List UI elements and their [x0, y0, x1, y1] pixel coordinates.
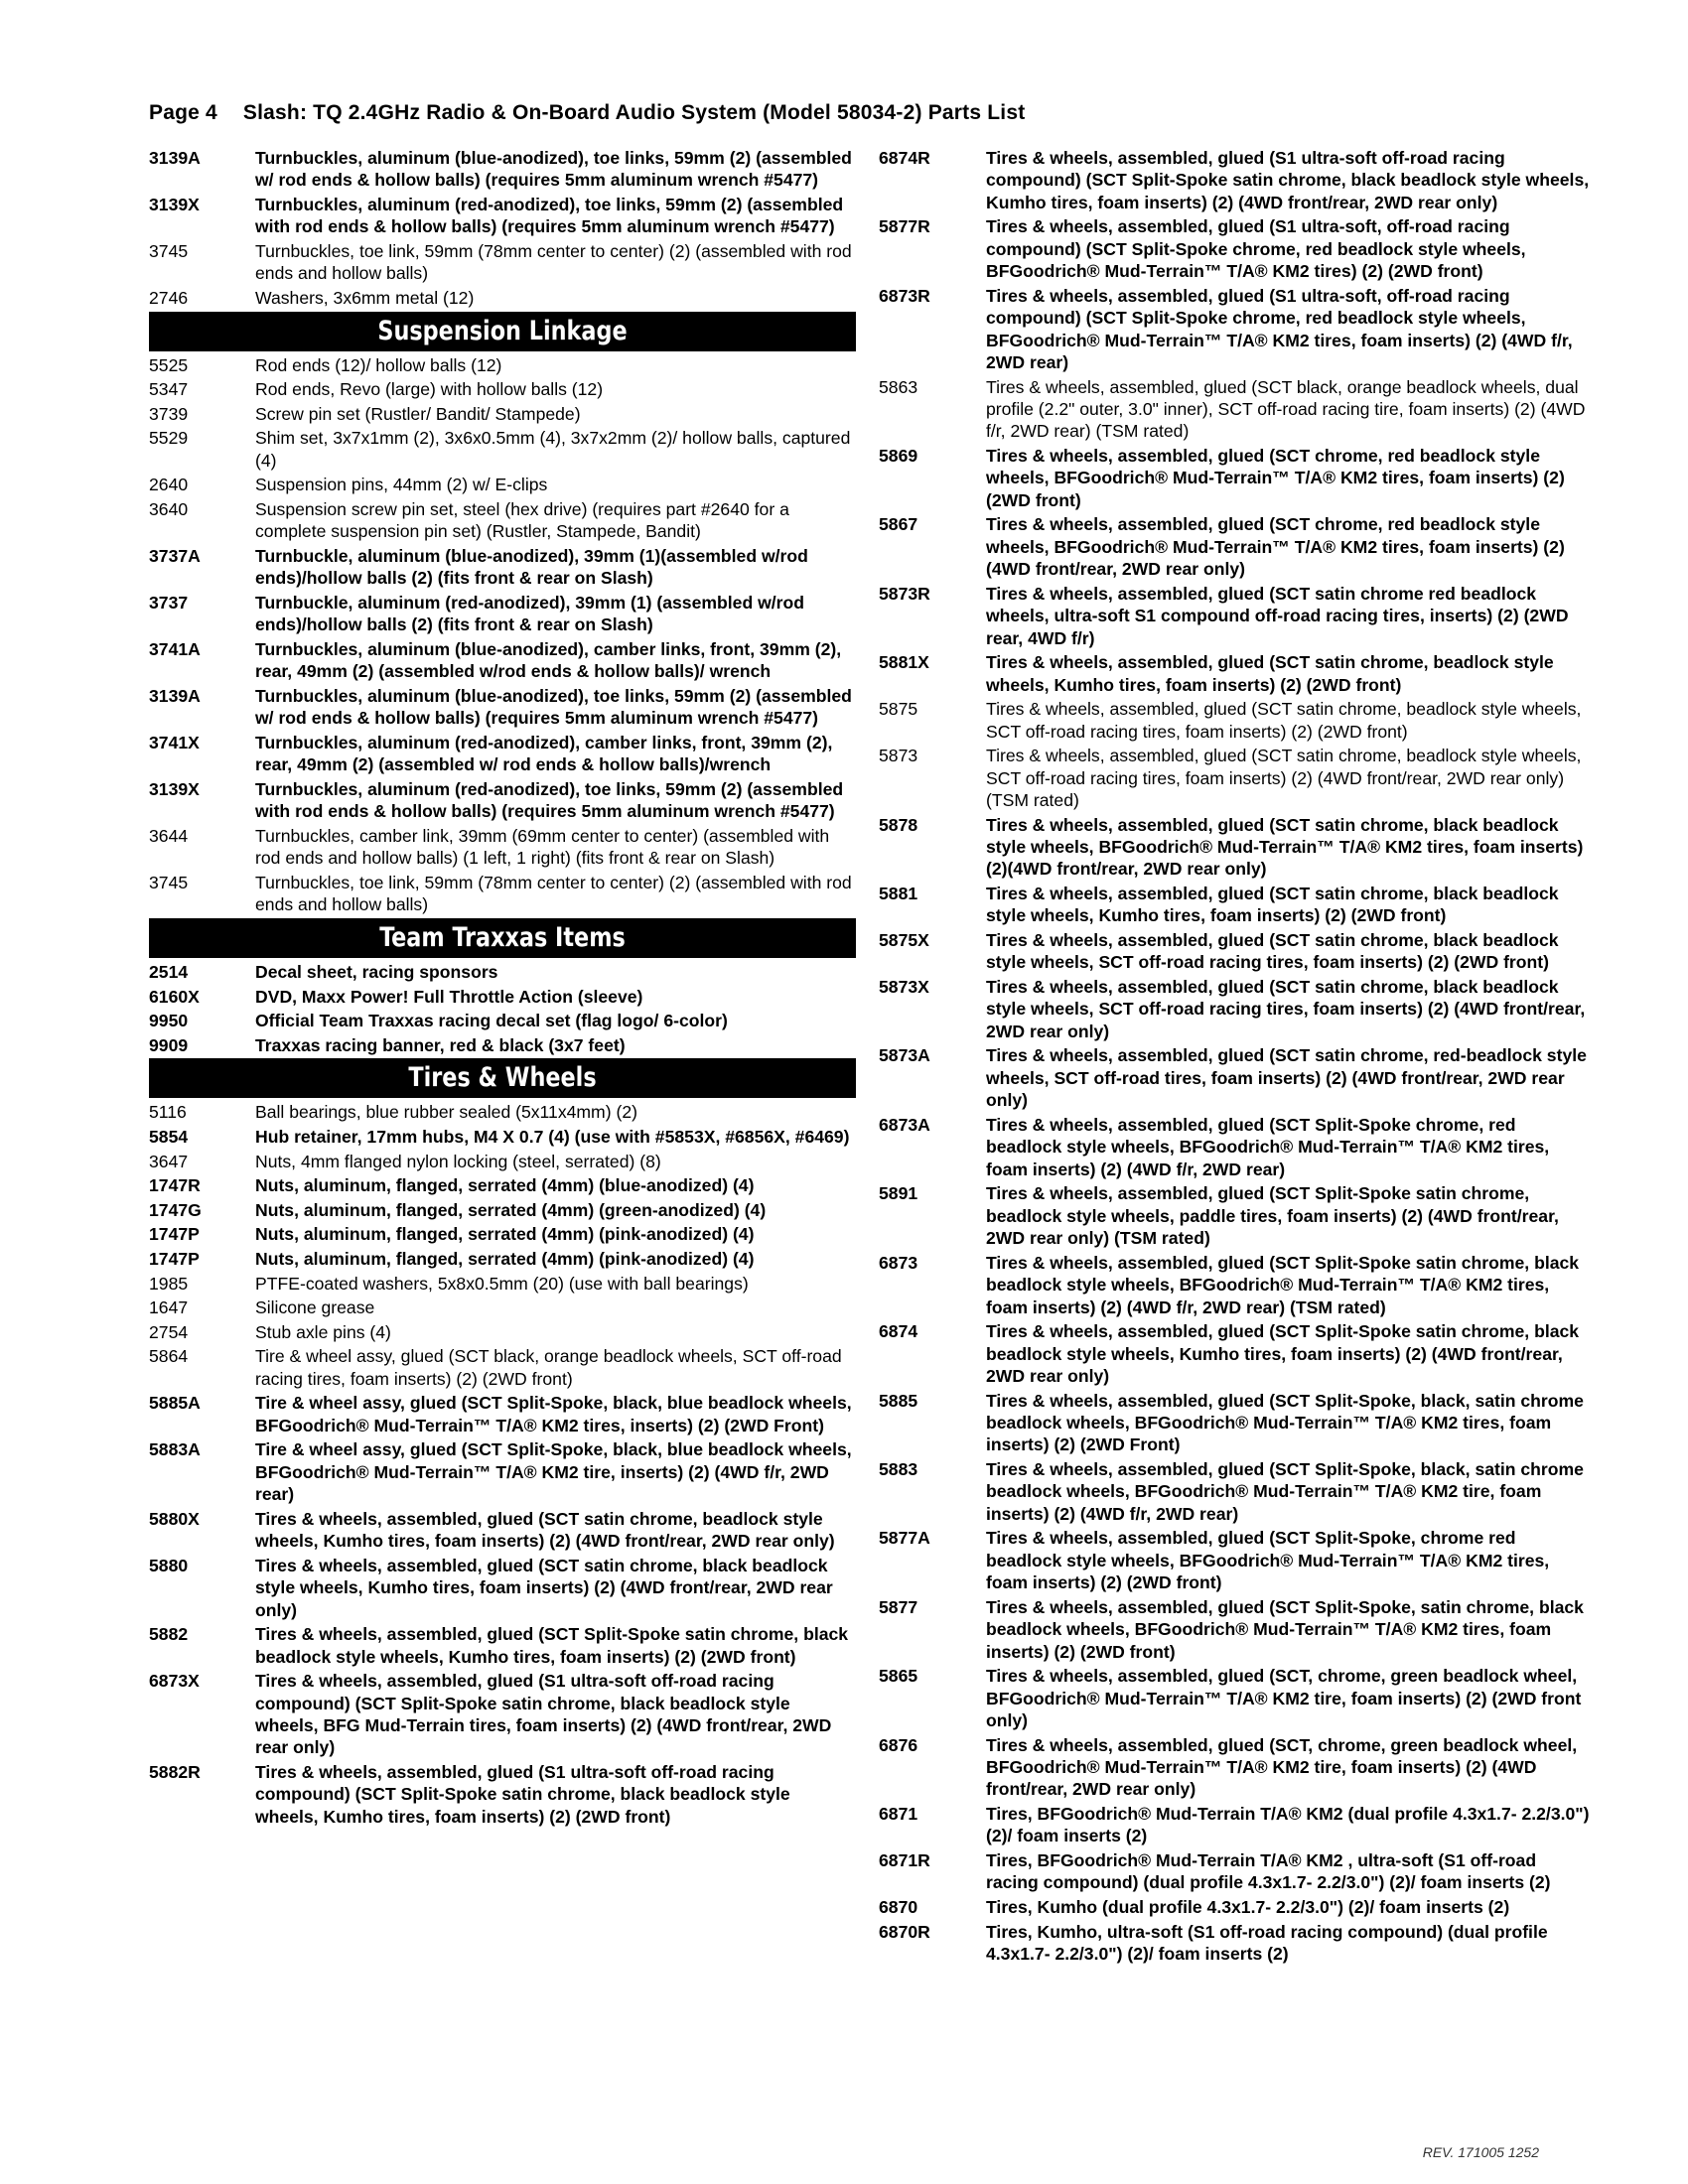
part-row: [149, 592, 856, 636]
part-row: [149, 1555, 856, 1621]
part-row: [879, 1320, 1592, 1387]
section-header: [149, 918, 856, 958]
part-description: Tire & wheel assy, glued (SCT Split-Spoke, black, blue beadlock wheels, BFGoodrich® Mud-Terrain™ T/A® KM2 tire, inserts) (2) (4WD f/r, 2WD rear): [255, 1439, 852, 1505]
part-description: Tires & wheels, assembled, glued (SCT satin chrome, beadlock style wheels, Kumho tires, foam inserts) (2) (2WD front): [986, 652, 1554, 695]
part-number: 5863: [879, 376, 918, 397]
part-description: Tire & wheel assy, glued (SCT Split-Spoke, black, blue beadlock wheels, BFGoodrich® Mud-Terrain™ T/A® KM2 tires, inserts) (2) (2WD Front): [255, 1393, 852, 1435]
section-header: [149, 1058, 856, 1098]
part-number: 2746: [149, 288, 189, 308]
part-description: Turnbuckles, camber link, 39mm (69mm center to center) (assembled with rod ends and hollow balls) (1 left, 1 right) (fits front & rear on Slash): [255, 825, 830, 869]
parts-column-left: [149, 147, 856, 1830]
part-description: Tires & wheels, assembled, glued (SCT satin chrome, black beadlock style wheels, BFGoodrich® Mud-Terrain™ T/A® KM2 tires, foam inserts) (2)(4WD front/rear, 2WD rear only): [986, 814, 1584, 880]
part-row: [149, 1321, 856, 1343]
part-description: Turnbuckles, aluminum (red-anodized), toe links, 59mm (2) (assembled with rod ends & hollow balls) (requires 5mm aluminum wrench #5477): [255, 195, 844, 237]
part-description: Tires, BFGoodrich® Mud-Terrain T/A® KM2 , ultra-soft (S1 off-road racing compound) (dual profile 4.3x1.7- 2.2/3.0") (2)/ foam inserts (2): [986, 1849, 1551, 1893]
part-number: 3739: [149, 403, 189, 424]
part-description: Tires & wheels, assembled, glued (SCT, chrome, green beadlock wheel, BFGoodrich® Mud-Terrain™ T/A® KM2 tire, foam inserts) (2) (4WD front/rear, 2WD rear only): [986, 1734, 1578, 1800]
part-number: 6870R: [879, 1921, 930, 1942]
part-row: [149, 732, 856, 776]
part-number: 1985: [149, 1273, 189, 1294]
part-description: Turnbuckle, aluminum (red-anodized), 39mm (1) (assembled w/rod ends)/hollow balls (2) (fits front & rear on Slash): [255, 592, 804, 635]
part-row: [149, 545, 856, 590]
part-description: Silicone grease: [255, 1297, 375, 1318]
part-description: Tires & wheels, assembled, glued (SCT, chrome, green beadlock wheel, BFGoodrich® Mud-Terrain™ T/A® KM2 tire, foam inserts) (2) (2WD front only): [986, 1666, 1582, 1730]
part-number: 3139X: [149, 195, 200, 214]
part-row: [149, 1438, 856, 1505]
part-row: [149, 1034, 856, 1056]
part-number: 5873X: [879, 977, 929, 998]
part-row: [879, 1921, 1592, 1966]
part-number: 3139A: [149, 148, 201, 168]
part-description: Suspension screw pin set, steel (hex drive) (requires part #2640 for a complete suspension pin set) (Rustler, Stampede, Bandit): [255, 498, 789, 542]
part-number: 5880X: [149, 1508, 200, 1529]
part-description: Tires & wheels, assembled, glued (SCT satin chrome, red-beadlock style wheels, SCT off-road tires, foam inserts) (2) (4WD front/rear, 2WD rear only): [986, 1045, 1587, 1111]
section-title: Team Traxxas Items: [177, 918, 827, 958]
part-description: Nuts, 4mm flanged nylon locking (steel, serrated) (8): [255, 1151, 661, 1171]
part-row: [149, 1623, 856, 1668]
part-description: Tires & wheels, assembled, glued (SCT black, orange beadlock wheels, dual profile (2.2" outer, 3.0" inner), SCT off-road racing tire, foam inserts) (2) (4WD f/r, 2WD rear) (TSM rated): [986, 376, 1586, 442]
part-row: [879, 1458, 1592, 1525]
part-description: Tires & wheels, assembled, glued (SCT satin chrome, black beadlock style wheels, SCT off-road racing tires, foam inserts) (2) (4WD front/rear, 2WD rear only): [986, 977, 1586, 1041]
part-description: Decal sheet, racing sponsors: [255, 961, 498, 982]
part-row: [879, 814, 1592, 881]
part-number: 1747P: [149, 1224, 200, 1245]
part-description: Tires & wheels, assembled, glued (SCT Split-Spoke, satin chrome, black beadlock wheels, BFGoodrich® Mud-Terrain™ T/A® KM2 tires, foam inserts) (2) (2WD front): [986, 1596, 1584, 1662]
part-description: Tires & wheels, assembled, glued (SCT chrome, red beadlock style wheels, BFGoodrich® Mud-Terrain™ T/A® KM2 tires, foam inserts) (2)(4WD front/rear, 2WD rear only): [986, 514, 1565, 580]
part-number: 6876: [879, 1734, 918, 1755]
part-number: 2754: [149, 1321, 189, 1342]
section-header: [149, 312, 856, 351]
part-number: 6874R: [879, 148, 930, 168]
part-description: Rod ends, Revo (large) with hollow balls (12): [255, 379, 604, 400]
part-row: [149, 1101, 856, 1123]
part-row: [879, 929, 1592, 974]
part-number: 5873R: [879, 583, 930, 604]
part-description: Tires & wheels, assembled, glued (SCT Split-Spoke satin chrome, black beadlock style wheels, BFGoodrich® Mud-Terrain™ T/A® KM2 tires, foam inserts) (2) (4WD f/r, 2WD rear) (TSM rated): [986, 1252, 1580, 1317]
part-number: 2514: [149, 961, 189, 982]
part-row: [879, 1803, 1592, 1847]
part-row: [879, 1665, 1592, 1731]
part-number: 5880: [149, 1555, 189, 1575]
part-row: [879, 1182, 1592, 1249]
part-number: 5877A: [879, 1528, 930, 1549]
part-number: 5883A: [149, 1439, 201, 1460]
part-description: Suspension pins, 44mm (2) w/ E-clips: [255, 475, 548, 495]
part-description: Hub retainer, 17mm hubs, M4 X 0.7 (4) (use with #5853X, #6856X, #6469): [255, 1126, 850, 1147]
part-number: 1747G: [149, 1199, 202, 1220]
part-row: [879, 1896, 1592, 1918]
part-row: [149, 1174, 856, 1196]
part-number: 6873: [879, 1252, 918, 1273]
part-number: 5877R: [879, 216, 930, 237]
part-number: 5867: [879, 514, 918, 535]
part-number: 5881: [879, 884, 918, 904]
part-description: Tires, Kumho, ultra-soft (S1 off-road racing compound) (dual profile 4.3x1.7- 2.2/3.0") (2)/ foam inserts (2): [986, 1921, 1548, 1964]
part-description: Tires & wheels, assembled, glued (SCT satin chrome, black beadlock style wheels, SCT off-road racing tires, foam inserts) (2) (2WD front): [986, 930, 1559, 973]
part-row: [149, 147, 856, 192]
part-row: [879, 1044, 1592, 1111]
part-description: Nuts, aluminum, flanged, serrated (4mm) (blue-anodized) (4): [255, 1175, 755, 1196]
part-row: [149, 1248, 856, 1270]
part-description: Nuts, aluminum, flanged, serrated (4mm) (green-anodized) (4): [255, 1199, 767, 1220]
part-row: [879, 883, 1592, 927]
part-row: [879, 976, 1592, 1042]
part-row: [149, 1392, 856, 1436]
part-row: [879, 1596, 1592, 1663]
page-title: Slash: TQ 2.4GHz Radio & On-Board Audio System (Model 58034-2) Parts List: [242, 101, 1026, 124]
part-number: 5529: [149, 428, 189, 449]
part-description: DVD, Maxx Power! Full Throttle Action (sleeve): [255, 986, 643, 1007]
part-row: [149, 1345, 856, 1390]
part-number: 5525: [149, 354, 189, 375]
part-description: Ball bearings, blue rubber sealed (5x11x4mm) (2): [255, 1102, 637, 1123]
part-description: Turnbuckles, aluminum (blue-anodized), toe links, 59mm (2) (assembled w/ rod ends & hollow balls) (requires 5mm aluminum wrench #5477): [255, 685, 852, 729]
section-title: Tires & Wheels: [177, 1058, 827, 1098]
part-description: Tires & wheels, assembled, glued (SCT satin chrome, beadlock style wheels, SCT off-road racing tires, foam inserts) (2) (2WD front): [986, 699, 1582, 742]
part-number: 3647: [149, 1151, 189, 1171]
part-row: [879, 147, 1592, 213]
page-header: [149, 101, 1051, 125]
part-description: Official Team Traxxas racing decal set (flag logo/ 6-color): [255, 1011, 728, 1031]
part-number: 6873X: [149, 1671, 200, 1692]
part-number: 6873R: [879, 285, 930, 306]
revision-label: REV. 171005 1252: [1422, 2144, 1539, 2160]
part-description: Tires & wheels, assembled, glued (SCT satin chrome, beadlock style wheels, SCT off-road racing tires, foam inserts) (2) (4WD front/rear, 2WD rear only) (TSM rated): [986, 746, 1582, 811]
part-row: [149, 1761, 856, 1828]
part-description: Stub axle pins (4): [255, 1321, 391, 1342]
part-description: Tires, BFGoodrich® Mud-Terrain T/A® KM2 (dual profile 4.3x1.7- 2.2/3.0") (2)/ foam inserts (2): [986, 1803, 1590, 1846]
parts-column-right: [879, 147, 1592, 1968]
part-row: [879, 698, 1592, 743]
part-number: 5875: [879, 699, 918, 720]
part-description: Nuts, aluminum, flanged, serrated (4mm) (pink-anodized) (4): [255, 1224, 755, 1245]
part-number: 5881X: [879, 652, 929, 673]
part-description: Traxxas racing banner, red & black (3x7 feet): [255, 1034, 626, 1055]
part-row: [149, 986, 856, 1008]
part-row: [149, 1508, 856, 1553]
part-number: 5865: [879, 1666, 918, 1687]
part-number: 3745: [149, 241, 189, 261]
part-row: [149, 498, 856, 543]
part-description: Tires, Kumho (dual profile 4.3x1.7- 2.2/3.0") (2)/ foam inserts (2): [986, 1896, 1510, 1917]
part-number: 5891: [879, 1183, 918, 1204]
part-row: [149, 961, 856, 983]
part-number: 5873: [879, 746, 918, 766]
part-row: [879, 583, 1592, 649]
part-row: [879, 445, 1592, 511]
part-row: [149, 1273, 856, 1295]
part-row: [149, 778, 856, 823]
part-number: 6874: [879, 1321, 918, 1342]
part-number: 5882: [149, 1624, 189, 1645]
part-row: [149, 1010, 856, 1031]
part-number: 5116: [149, 1102, 187, 1123]
part-description: Tires & wheels, assembled, glued (S1 ultra-soft off-road racing compound) (SCT Split-Spoke satin chrome, black beadlock style wheels, Kumho tires, foam inserts) (2) (2WD front): [255, 1761, 790, 1827]
part-row: [149, 1297, 856, 1318]
part-row: [149, 403, 856, 425]
part-number: 5873A: [879, 1045, 930, 1066]
part-number: 5885: [879, 1390, 918, 1411]
part-description: Shim set, 3x7x1mm (2), 3x6x0.5mm (4), 3x7x2mm (2)/ hollow balls, captured (4): [255, 428, 851, 471]
part-description: Tires & wheels, assembled, glued (SCT Split-Spoke, chrome red beadlock style wheels, BFGoodrich® Mud-Terrain™ T/A® KM2 tires, foam inserts) (2) (2WD front): [986, 1528, 1550, 1593]
part-description: Tires & wheels, assembled, glued (SCT satin chrome, beadlock style wheels, Kumho tires, foam inserts) (2) (4WD front/rear, 2WD rear only): [255, 1508, 835, 1552]
part-number: 3737: [149, 592, 189, 613]
part-number: 5883: [879, 1458, 918, 1479]
part-row: [149, 378, 856, 400]
part-row: [879, 376, 1592, 443]
part-description: Turnbuckles, aluminum (blue-anodized), camber links, front, 39mm (2), rear, 49mm (2) (assembled w/rod ends & hollow balls)/ wrench: [255, 638, 842, 682]
part-description: Screw pin set (Rustler/ Bandit/ Stampede): [255, 403, 581, 424]
part-description: Turnbuckles, toe link, 59mm (78mm center to center) (2) (assembled with rod ends and hollow balls): [255, 872, 852, 915]
part-row: [149, 194, 856, 238]
part-row: [149, 825, 856, 870]
part-row: [149, 474, 856, 495]
part-row: [879, 1734, 1592, 1801]
part-description: Washers, 3x6mm metal (12): [255, 288, 475, 308]
part-description: Tires & wheels, assembled, glued (S1 ultra-soft off-road racing compound) (SCT Split-Spoke satin chrome, black beadlock style wheels, Kumho tires, foam inserts) (2) (4WD front/rear, 2WD rear only): [986, 148, 1590, 212]
part-number: 6160X: [149, 986, 200, 1007]
part-row: [149, 427, 856, 472]
part-row: [879, 651, 1592, 696]
part-number: 1647: [149, 1297, 189, 1318]
page-number: Page 4: [149, 101, 217, 124]
part-number: 5882R: [149, 1761, 201, 1782]
part-row: [149, 1151, 856, 1172]
part-number: 9950: [149, 1011, 189, 1031]
part-description: Tires & wheels, assembled, glued (SCT satin chrome, black beadlock style wheels, Kumho tires, foam inserts) (2) (2WD front): [986, 884, 1559, 926]
part-description: Tires & wheels, assembled, glued (S1 ultra-soft off-road racing compound) (SCT Split-Spoke satin chrome, black beadlock style wheels, BFG Mud-Terrain tires, foam inserts) (2) (4WD front/rear, 2WD rear only): [255, 1671, 832, 1758]
part-row: [149, 354, 856, 376]
part-row: [879, 1390, 1592, 1456]
part-number: 5875X: [879, 930, 929, 951]
part-row: [149, 1670, 856, 1759]
part-row: [149, 287, 856, 309]
part-number: 3139A: [149, 685, 201, 706]
part-number: 6870: [879, 1896, 918, 1917]
part-number: 3741X: [149, 732, 200, 752]
part-number: 6873A: [879, 1114, 930, 1135]
part-description: Tires & wheels, assembled, glued (S1 ultra-soft, off-road racing compound) (SCT Split-Spoke chrome, red beadlock style wheels, BFGoodrich® Mud-Terrain™ T/A® KM2 tires, foam inserts) (2) (4WD f/r, 2WD rear): [986, 285, 1573, 373]
part-row: [879, 1527, 1592, 1593]
part-number: 6871: [879, 1803, 918, 1824]
part-description: Turnbuckle, aluminum (blue-anodized), 39mm (1)(assembled w/rod ends)/hollow balls (2) (fits front & rear on Slash): [255, 545, 808, 589]
part-row: [149, 240, 856, 285]
part-description: Turnbuckles, toe link, 59mm (78mm center to center) (2) (assembled with rod ends and hollow balls): [255, 241, 852, 284]
part-number: 3737A: [149, 545, 201, 566]
part-row: [879, 513, 1592, 580]
part-number: 5347: [149, 379, 189, 400]
part-row: [149, 638, 856, 683]
part-row: [149, 1223, 856, 1245]
part-description: Rod ends (12)/ hollow balls (12): [255, 354, 502, 375]
part-number: 1747P: [149, 1248, 200, 1269]
part-number: 3741A: [149, 638, 201, 659]
part-number: 6871R: [879, 1849, 930, 1870]
part-description: Tires & wheels, assembled, glued (SCT Split-Spoke chrome, red beadlock style wheels, BFGoodrich® Mud-Terrain™ T/A® KM2 tires, foam inserts) (2) (4WD f/r, 2WD rear): [986, 1114, 1550, 1179]
part-row: [149, 685, 856, 730]
part-number: 5878: [879, 814, 918, 835]
part-number: 5869: [879, 446, 918, 467]
part-number: 5885A: [149, 1393, 201, 1414]
part-number: 3644: [149, 825, 189, 846]
part-description: Turnbuckles, aluminum (red-anodized), camber links, front, 39mm (2), rear, 49mm (2) (assembled w/ rod ends & hollow balls)/wrench: [255, 732, 833, 775]
part-row: [879, 215, 1592, 282]
part-number: 3745: [149, 872, 189, 892]
part-description: Nuts, aluminum, flanged, serrated (4mm) (pink-anodized) (4): [255, 1248, 755, 1269]
part-number: 3640: [149, 498, 189, 519]
part-description: Tires & wheels, assembled, glued (S1 ultra-soft, off-road racing compound) (SCT Split-Spoke chrome, red beadlock style wheels, BFGoodrich® Mud-Terrain™ T/A® KM2 tires) (2) (2WD front): [986, 216, 1526, 282]
part-description: Turnbuckles, aluminum (red-anodized), toe links, 59mm (2) (assembled with rod ends & hollow balls) (requires 5mm aluminum wrench #5477): [255, 778, 844, 822]
part-row: [879, 1252, 1592, 1318]
part-number: 2640: [149, 475, 189, 495]
part-description: Tires & wheels, assembled, glued (SCT Split-Spoke satin chrome, black beadlock style wheels, Kumho tires, foam inserts) (2) (4WD front/rear, 2WD rear only): [986, 1321, 1580, 1386]
part-number: 5854: [149, 1126, 189, 1147]
part-description: Tires & wheels, assembled, glued (SCT chrome, red beadlock style wheels, BFGoodrich® Mud-Terrain™ T/A® KM2 tires, foam inserts) (2) (2WD front): [986, 446, 1565, 510]
part-row: [879, 1114, 1592, 1180]
part-description: Tire & wheel assy, glued (SCT black, orange beadlock wheels, SCT off-road racing tires, foam inserts) (2) (2WD front): [255, 1346, 842, 1389]
part-description: Turnbuckles, aluminum (blue-anodized), toe links, 59mm (2) (assembled w/ rod ends & hollow balls) (requires 5mm aluminum wrench #5477): [255, 148, 852, 191]
part-number: 5864: [149, 1346, 189, 1367]
part-number: 3139X: [149, 778, 200, 799]
part-description: PTFE-coated washers, 5x8x0.5mm (20) (use with ball bearings): [255, 1273, 749, 1294]
part-row: [879, 1849, 1592, 1894]
part-description: Tires & wheels, assembled, glued (SCT satin chrome red beadlock wheels, ultra-soft S1 compound off-road racing tires, inserts) (2) (2WD rear, 4WD f/r): [986, 583, 1569, 648]
part-number: 9909: [149, 1034, 189, 1055]
part-row: [149, 1199, 856, 1221]
part-description: Tires & wheels, assembled, glued (SCT Split-Spoke satin chrome, beadlock style wheels, paddle tires, foam inserts) (2) (4WD front/rear, 2WD rear only) (TSM rated): [986, 1183, 1559, 1249]
section-title: Suspension Linkage: [177, 312, 827, 351]
part-description: Tires & wheels, assembled, glued (SCT satin chrome, black beadlock style wheels, Kumho tires, foam inserts) (2) (4WD front/rear, 2WD rear only): [255, 1555, 833, 1620]
part-row: [149, 1126, 856, 1148]
part-description: Tires & wheels, assembled, glued (SCT Split-Spoke satin chrome, black beadlock style wheels, Kumho tires, foam inserts) (2) (2WD front): [255, 1624, 849, 1667]
part-description: Tires & wheels, assembled, glued (SCT Split-Spoke, black, satin chrome beadlock wheels, BFGoodrich® Mud-Terrain™ T/A® KM2 tires, foam inserts) (2) (2WD Front): [986, 1390, 1584, 1455]
part-row: [879, 285, 1592, 374]
part-row: [879, 745, 1592, 811]
part-description: Tires & wheels, assembled, glued (SCT Split-Spoke, black, satin chrome beadlock wheels, BFGoodrich® Mud-Terrain™ T/A® KM2 tire, foam inserts) (2) (4WD f/r, 2WD rear): [986, 1458, 1584, 1524]
part-number: 5877: [879, 1596, 918, 1617]
part-row: [149, 872, 856, 916]
part-number: 1747R: [149, 1175, 201, 1196]
